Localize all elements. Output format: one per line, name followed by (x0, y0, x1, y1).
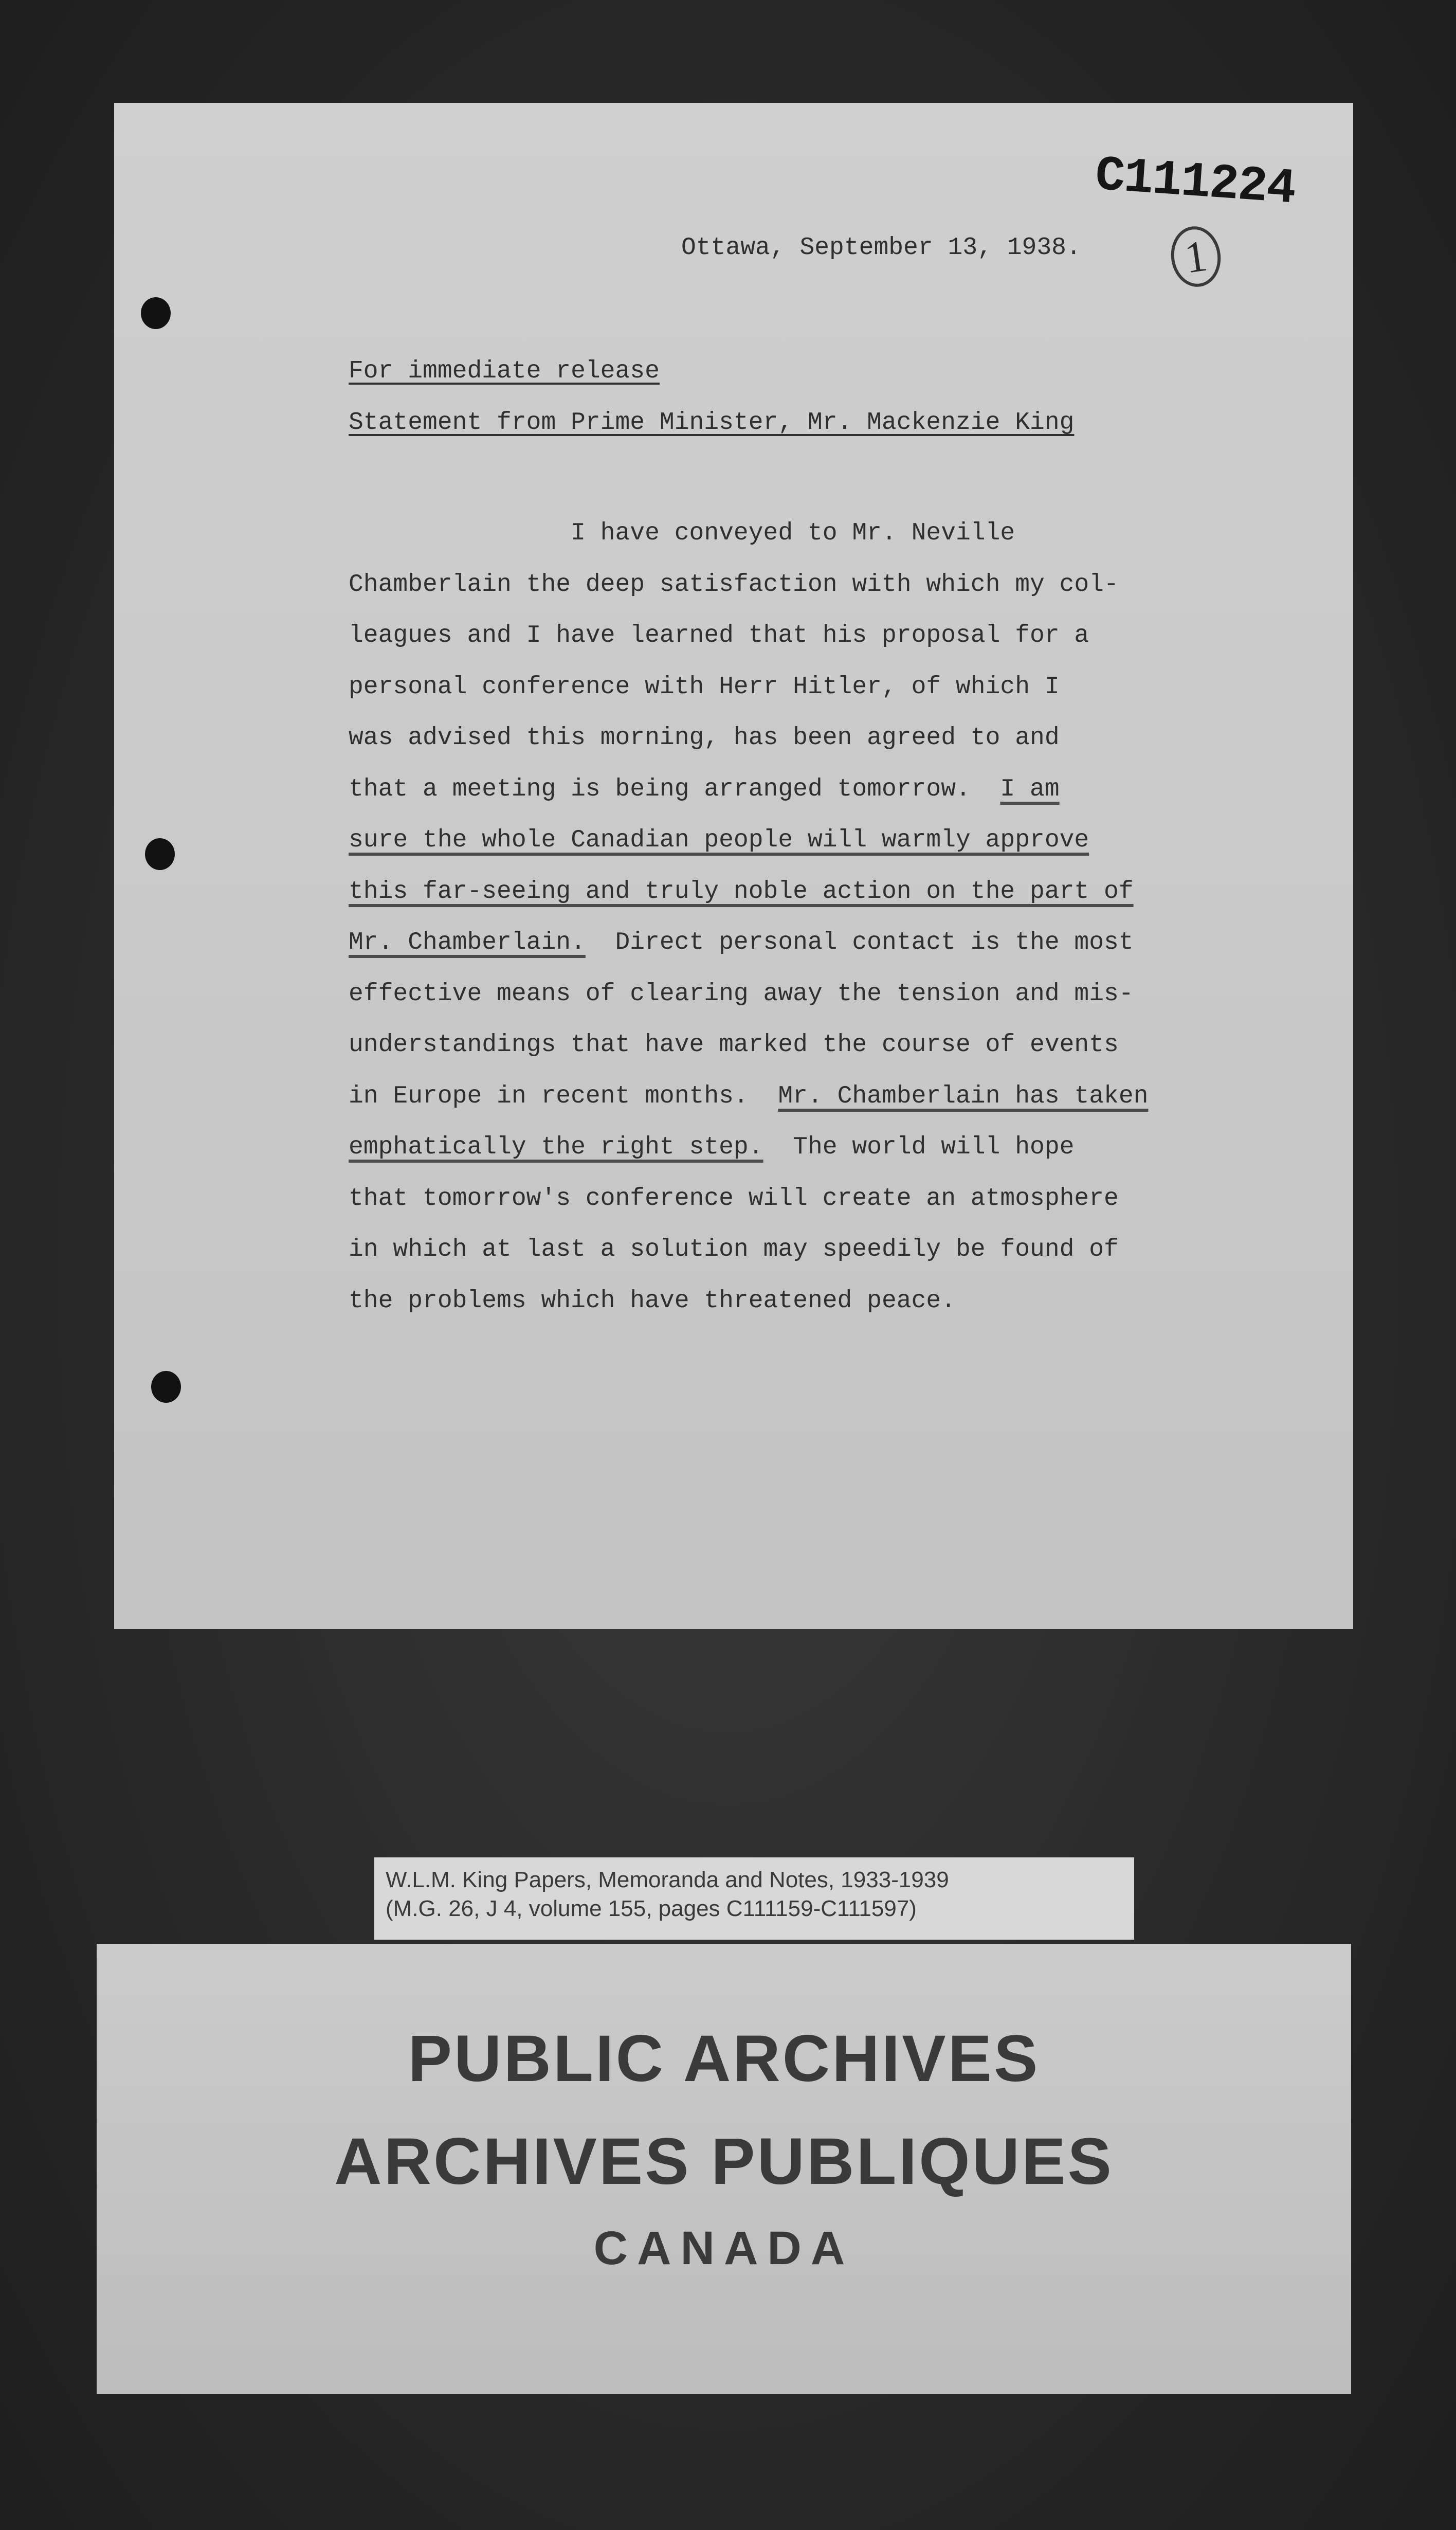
reference-stamp: C111224 (1093, 147, 1297, 218)
body-line (349, 1122, 1223, 1173)
body-text-segment: effective means of clearing away the tension and mis- (349, 980, 1134, 1008)
body-line (349, 1071, 1223, 1123)
body-text-segment: in which at last a solution may speedily be found of (349, 1236, 1119, 1263)
body-line (349, 1173, 1223, 1225)
body-text-segment: I have conveyed to Mr. Neville (349, 519, 1015, 547)
underlined-passage: I am (1000, 775, 1060, 803)
archive-country: CANADA (593, 2222, 854, 2274)
body-text-segment: leagues and I have learned that his proposal for a (349, 622, 1089, 649)
date-line: Ottawa, September 13, 1938. (681, 234, 1081, 262)
body-line (349, 1020, 1223, 1071)
underlined-passage: sure the whole Canadian people will warmly approve (349, 826, 1089, 854)
body-line (349, 508, 1223, 559)
archive-reference-line: (M.G. 26, J 4, volume 155, pages C111159-C111597) (386, 1896, 917, 1921)
body-line (349, 866, 1223, 918)
punch-hole (141, 297, 171, 329)
body-text-segment: was advised this morning, has been agreed to and (349, 724, 1060, 752)
body-text-segment: the problems which have threatened peace. (349, 1287, 956, 1315)
underlined-passage: Mr. Chamberlain. (349, 929, 586, 956)
release-heading: For immediate release (349, 357, 660, 385)
body-text-segment: Direct personal contact is the most (585, 929, 1134, 956)
archive-reference-line: W.L.M. King Papers, Memoranda and Notes, 1933-1939 (386, 1867, 949, 1892)
body-line (349, 969, 1223, 1020)
underlined-passage: this far-seeing and truly noble action on the part of (349, 877, 1134, 906)
body-text-segment: in Europe in recent months. (349, 1082, 778, 1110)
body-line (349, 713, 1223, 764)
body-line (349, 764, 1223, 816)
archive-reference-label (374, 1857, 1134, 1940)
statement-heading: Statement from Prime Minister, Mr. Mackenzie King (349, 409, 1075, 437)
page-number-mark: 1 (1167, 223, 1224, 290)
body-text-segment: that a meeting is being arranged tomorrow. (349, 775, 1000, 803)
archive-card (97, 1944, 1351, 2394)
punch-hole (151, 1371, 181, 1403)
archive-title-fr: ARCHIVES PUBLIQUES (334, 2125, 1114, 2198)
body-text-segment: The world will hope (763, 1133, 1075, 1161)
body-line (349, 1224, 1223, 1276)
body-line (349, 610, 1223, 662)
body-text-segment: understandings that have marked the course of events (349, 1031, 1119, 1059)
body-line (349, 917, 1223, 969)
punch-hole (145, 838, 175, 870)
body-line (349, 815, 1223, 866)
body-text-segment: that tomorrow's conference will create an atmosphere (349, 1184, 1119, 1213)
underlined-passage: Mr. Chamberlain has taken (778, 1082, 1149, 1110)
statement-body (349, 508, 1223, 1327)
archive-title-en: PUBLIC ARCHIVES (408, 2022, 1040, 2095)
body-line (349, 662, 1223, 713)
body-line (349, 559, 1223, 611)
underlined-passage: emphatically the right step. (349, 1133, 763, 1161)
body-text-segment: personal conference with Herr Hitler, of which I (349, 673, 1060, 701)
body-text-segment: Chamberlain the deep satisfaction with which my col- (349, 570, 1119, 599)
body-line (349, 1276, 1223, 1327)
